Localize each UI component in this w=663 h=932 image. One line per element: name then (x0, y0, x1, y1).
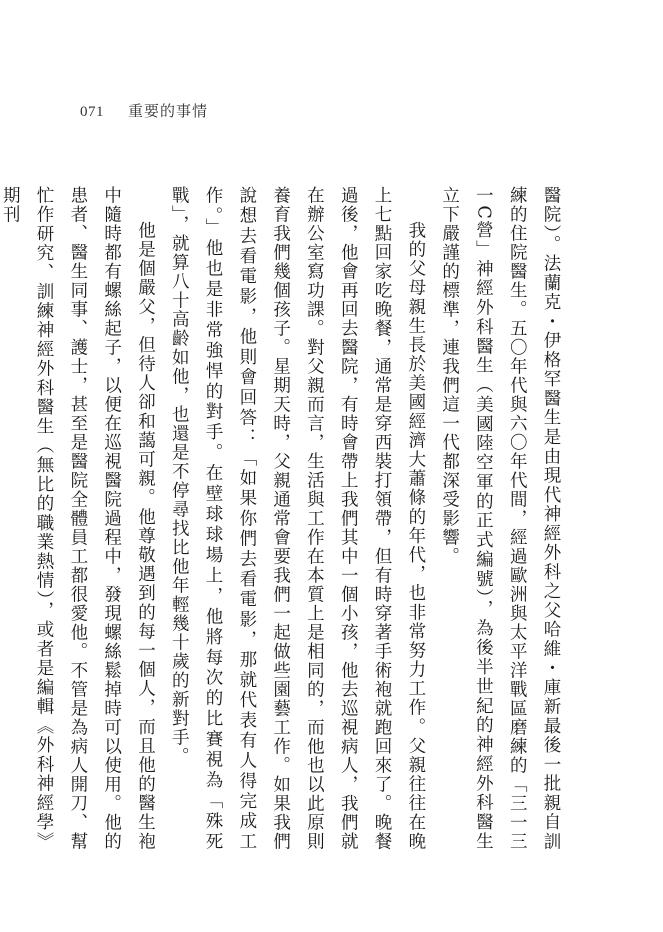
page-number: 071 (80, 104, 104, 120)
running-header (80, 100, 208, 120)
paragraph: 我的父母親生長於美國經濟大蕭條的年代，也非常努力工作。父親往往在晚上七點回家吃晚餐，通常是穿西裝打領帶，但有時穿著手術袍就跑回來了。晚餐過後，他會再回去醫院，有時會帶上我們其中一個小孩，他去巡視病人，我們就在辦公室寫功課。對父親而言，生活與工作在本質上是相同的，而他也以此原則養育我們幾個孩子。星期天時，父親通常會要我們一起做些園藝工作。如果我們說想去看電影，他則會回答：「如果你們去看電影，那就代表有人得完成工作。」他也是非常強悍的對手。在壁球球場上，他將每次的比賽視為「殊死戰」，就算八十高齡如他，也還是不停尋找比他年輕幾十歲的新對手。 (169, 186, 426, 851)
chapter-title: 重要的事情 (128, 104, 209, 120)
paragraph: 他是個嚴父，但待人卻和藹可親。他尊敬遇到的每一個人，而且他的醫生袍中隨時都有螺絲起子，以便在巡視醫院過程中，發現螺絲鬆掉時可以使用。他的患者、醫生同事、護士，甚至是醫院全體員工都很愛他。不管是為病人開刀、幫忙作研究、訓練神經外科醫生（無比的職業熱情），或者是編輯《外科神經學》期刊 (0, 186, 156, 851)
body-text (0, 186, 567, 851)
paragraph-continuation: 醫院）。法蘭克・伊格罕醫生是由現代神經外科之父哈維・庫新最後一批親自訓練的住院醫生。五〇年代與六〇年代間，經過歐洲與太平洋戰區磨練的「三一三一C營」神經外科醫生（美國陸空軍的正式編號），為後半世紀的神經外科醫生立下嚴謹的標準，連我們這一代都深受影響。 (439, 186, 561, 851)
